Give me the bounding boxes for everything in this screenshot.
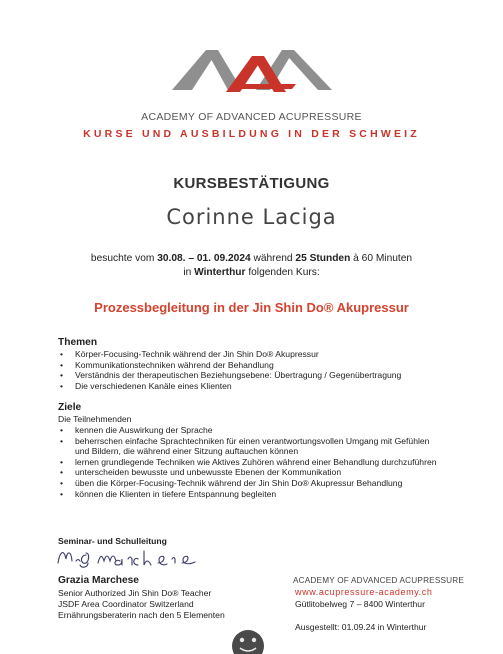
date-range: 30.08. – 01. 09.2024 xyxy=(157,253,251,264)
intro-text-5: folgenden Kurs: xyxy=(245,266,320,278)
academy-seal xyxy=(229,626,267,654)
list-item: • lernen grundlegende Techniken wie Aktives Zuhören während einer Behandlung durchzuführen xyxy=(58,457,438,468)
intro-text-4: in xyxy=(183,266,195,278)
attendance-line-1 xyxy=(0,252,503,266)
course-location: Winterthur xyxy=(194,266,246,278)
academy-name: ACADEMY OF ADVANCED ACUPRESSURE xyxy=(141,111,362,123)
signatory-role-3: Ernährungsberaterin nach den 5 Elementen xyxy=(58,610,225,620)
list-item: • Körper-Focusing-Technik während der Jin Shin Do® Akupressur xyxy=(58,349,438,360)
academy-address: Gütlitobelweg 7 – 8400 Winterthur xyxy=(295,599,425,609)
list-item: • Die verschiedenen Kanäle eines Klienten xyxy=(58,381,438,392)
signatory-role-2: JSDF Area Coordinator Switzerland xyxy=(58,599,194,609)
list-item: • kennen die Auswirkung der Sprache xyxy=(58,425,438,436)
list-item: • üben die Körper-Focusing-Technik während der Jin Shin Do® Akupressur Behandlung xyxy=(58,478,438,489)
seminar-label: Seminar- und Schulleitung xyxy=(58,536,167,546)
intro-text-2: während xyxy=(250,253,296,264)
intro-text-3: à 60 Minuten xyxy=(350,253,413,264)
recipient-name: Corinne Laciga xyxy=(166,205,337,229)
list-item: • Verständnis der therapeutischen Beziehungsebene: Übertragung / Gegenübertragung xyxy=(58,370,438,381)
list-item: • Kommunikationstechniken während der Behandlung xyxy=(58,360,438,371)
tagline: KURSE UND AUSBILDUNG IN DER SCHWEIZ xyxy=(83,128,420,140)
academy-logo xyxy=(170,42,334,114)
list-item: • beherrschen einfache Sprachtechniken für einen verantwortungsvollen Umgang mit Gefühlen und Bildern, die während einer Sitzung auftauchen können xyxy=(58,436,438,457)
attendance-line-2 xyxy=(0,266,503,280)
logo-red-bar xyxy=(230,84,296,89)
list-item: • können die Klienten in tiefere Entspannung begleiten xyxy=(58,489,438,500)
footer-academy-name: ACADEMY OF ADVANCED ACUPRESSURE xyxy=(293,576,465,585)
themen-list xyxy=(58,349,438,391)
intro-text-1: besuchte vom xyxy=(90,253,158,264)
signature-image xyxy=(54,541,216,569)
list-item: • unterscheiden bewusste und unbewusste Ebenen der Kommunikation xyxy=(58,467,438,478)
issue-date: Ausgestellt: 01.09.24 in Winterthur xyxy=(295,622,427,632)
ziele-lead: Die Teilnehmenden xyxy=(58,414,132,424)
course-title: Prozessbegleitung in der Jin Shin Do® Akupressur xyxy=(94,300,409,315)
course-hours: 25 Stunden xyxy=(295,253,351,264)
themen-heading: Themen xyxy=(58,337,98,348)
ziele-heading: Ziele xyxy=(58,402,82,413)
signatory-role-1: Senior Authorized Jin Shin Do® Teacher xyxy=(58,588,212,598)
website-link[interactable]: www.acupressure-academy.ch xyxy=(295,587,433,597)
signatory-name: Grazia Marchese xyxy=(58,575,139,586)
document-title: KURSBESTÄTIGUNG xyxy=(173,175,330,192)
ziele-list xyxy=(58,425,438,499)
attendance-statement xyxy=(0,252,503,279)
